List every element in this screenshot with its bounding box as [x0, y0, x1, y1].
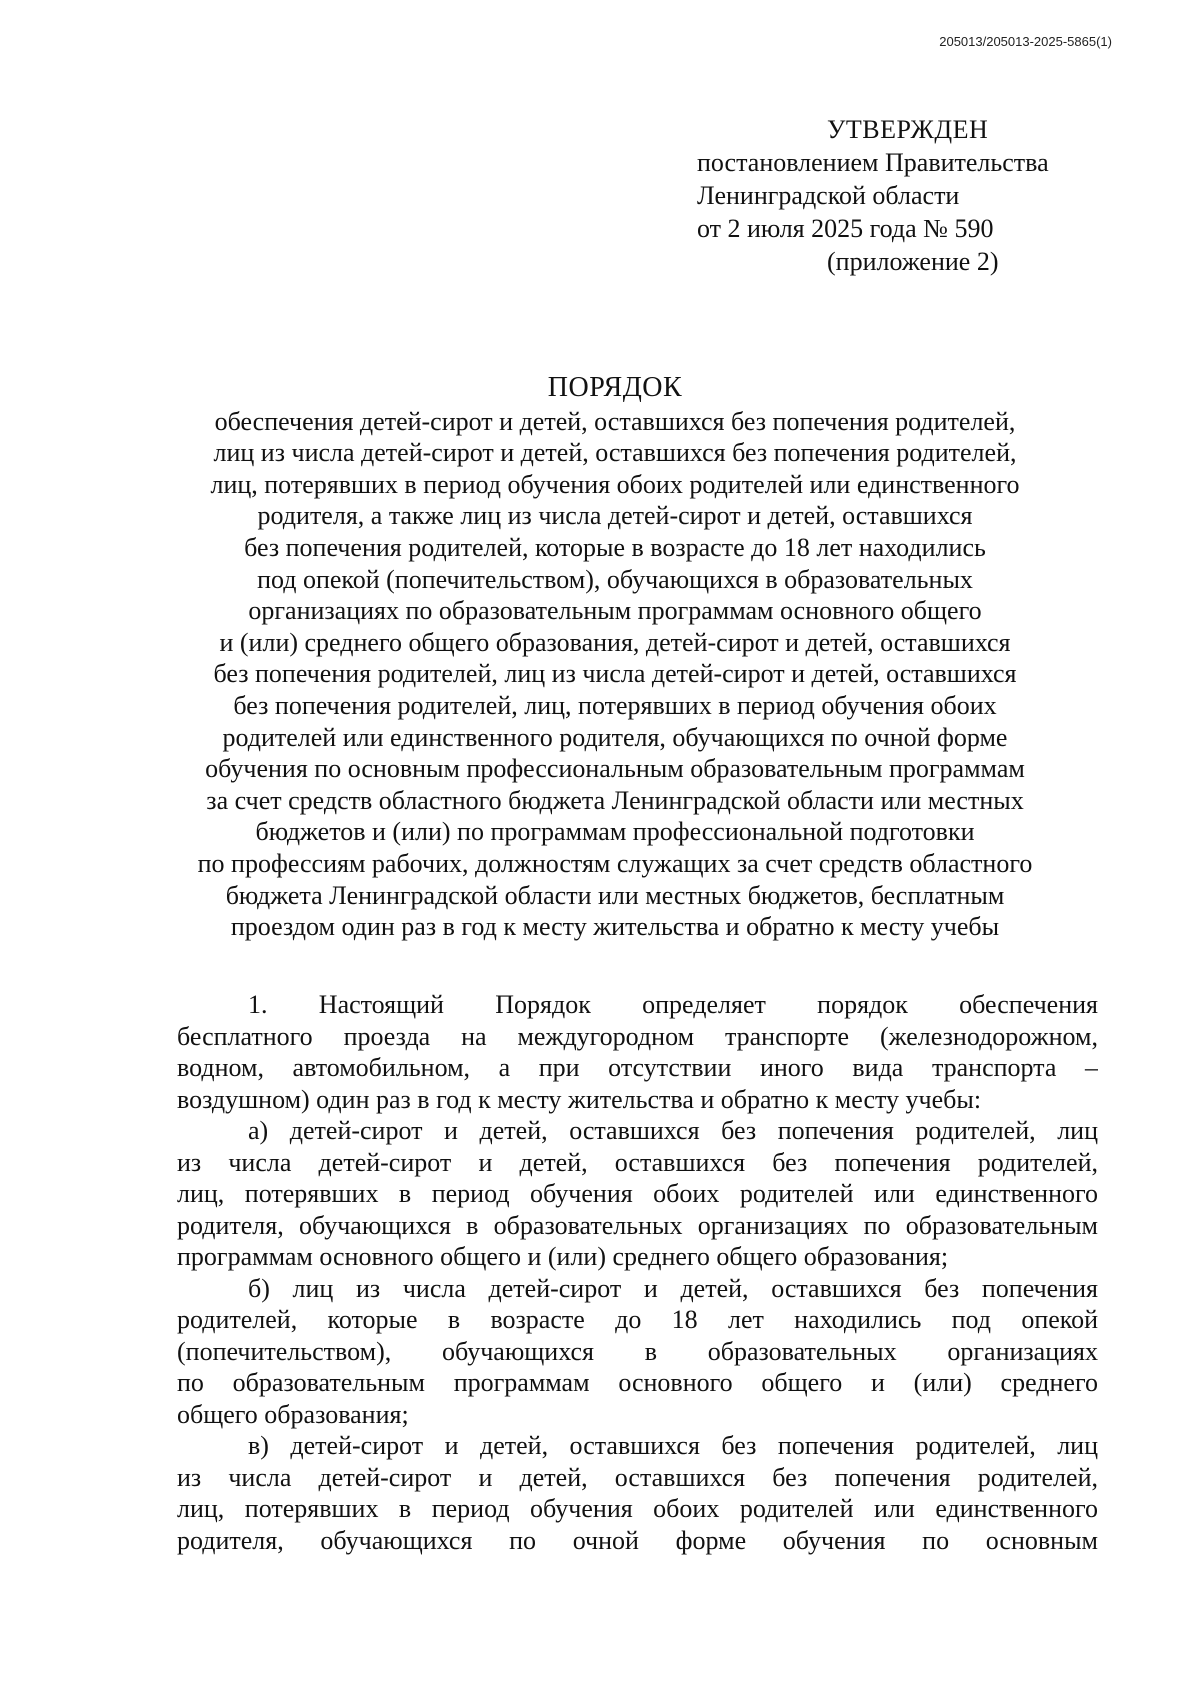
approval-title: УТВЕРЖДЕН	[827, 115, 989, 144]
heading-line: по профессиям рабочих, должностям служащих за счет средств областного	[197, 848, 1033, 878]
heading-line: обучения по основным профессиональным образовательным программам	[205, 754, 1025, 784]
paragraph-1-line: водном, автомобильном, а при отсутствии иного вида транспорта –	[177, 1053, 1098, 1082]
item-b-line: б) лиц из числа детей-сирот и детей, оставшихся без попечения	[248, 1273, 1098, 1303]
approval-block	[697, 113, 1117, 278]
item-a-line: родителя, обучающихся в образовательных организациях по образовательным	[177, 1210, 1098, 1240]
heading-line: без попечения родителей, лиц, потерявших в период обучения обоих	[233, 690, 997, 720]
heading-line: лиц, потерявших в период обучения обоих родителей или единственного	[210, 469, 1020, 499]
item-a-line: лиц, потерявших в период обучения обоих родителей или единственного	[177, 1179, 1098, 1208]
item-b-line: родителей, которые в возрасте до 18 лет находились под опекой	[177, 1305, 1098, 1334]
heading-line: и (или) среднего общего образования, детей-сирот и детей, оставшихся	[219, 627, 1011, 657]
heading-line: родителя, а также лиц из числа детей-сирот и детей, оставшихся	[257, 501, 973, 531]
approval-annex: (приложение 2)	[827, 247, 999, 276]
item-a-line: из числа детей-сирот и детей, оставшихся без попечения родителей,	[177, 1147, 1098, 1177]
approval-line-1: постановлением Правительства	[697, 148, 1049, 177]
item-v-line: в) детей-сирот и детей, оставшихся без попечения родителей, лиц	[248, 1431, 1098, 1460]
heading-line: обеспечения детей-сирот и детей, оставшихся без попечения родителей,	[214, 406, 1016, 436]
heading-title: ПОРЯДОК	[547, 372, 683, 403]
item-a-line: а) детей-сирот и детей, оставшихся без попечения родителей, лиц	[248, 1116, 1098, 1145]
item-b-line: по образовательным программам основного общего и (или) среднего	[177, 1368, 1098, 1397]
item-v-line: лиц, потерявших в период обучения обоих родителей или единственного	[177, 1494, 1098, 1523]
paragraph-1-line: воздушном) один раз в год к месту жительства и обратно к месту учебы:	[177, 1084, 982, 1114]
heading-line: бюджета Ленинградской области или местных бюджетов, бесплатным	[225, 880, 1005, 910]
heading-line: проездом один раз в год к месту жительства и обратно к месту учебы	[230, 912, 1000, 942]
document-id-stamp: 205013/205013-2025-5865(1)	[939, 34, 1112, 49]
heading-line: родителей или единственного родителя, обучающихся по очной форме	[222, 722, 1008, 752]
item-b-line: (попечительством), обучающихся в образовательных организациях	[177, 1336, 1098, 1366]
paragraph-1-line: бесплатного проезда на междугородном транспорте (железнодорожном,	[177, 1021, 1098, 1051]
approval-line-2: Ленинградской области	[697, 181, 960, 210]
approval-line-3: от 2 июля 2025 года № 590	[697, 214, 994, 243]
heading-line: под опекой (попечительством), обучающихся в образовательных	[257, 564, 973, 594]
item-v-line: из числа детей-сирот и детей, оставшихся без попечения родителей,	[177, 1462, 1098, 1492]
paragraph-1-line: 1. Настоящий Порядок определяет порядок обеспечения	[248, 990, 1098, 1019]
heading-line: лиц из числа детей-сирот и детей, оставшихся без попечения родителей,	[213, 438, 1017, 468]
document-heading	[150, 372, 1080, 943]
item-b-line: общего образования;	[177, 1399, 409, 1429]
item-a-line: программам основного общего и (или) среднего общего образования;	[177, 1242, 949, 1271]
heading-line: бюджетов и (или) по программам профессиональной подготовки	[255, 817, 975, 847]
heading-line: без попечения родителей, лиц из числа детей-сирот и детей, оставшихся	[213, 659, 1017, 689]
item-v-line: родителя, обучающихся по очной форме обучения по основным	[177, 1525, 1098, 1555]
heading-line: за счет средств областного бюджета Ленинградской области или местных	[206, 785, 1024, 815]
heading-line: без попечения родителей, которые в возрасте до 18 лет находились	[244, 532, 986, 562]
document-body	[177, 989, 1098, 1556]
heading-line: организациях по образовательным программам основного общего	[248, 596, 982, 626]
